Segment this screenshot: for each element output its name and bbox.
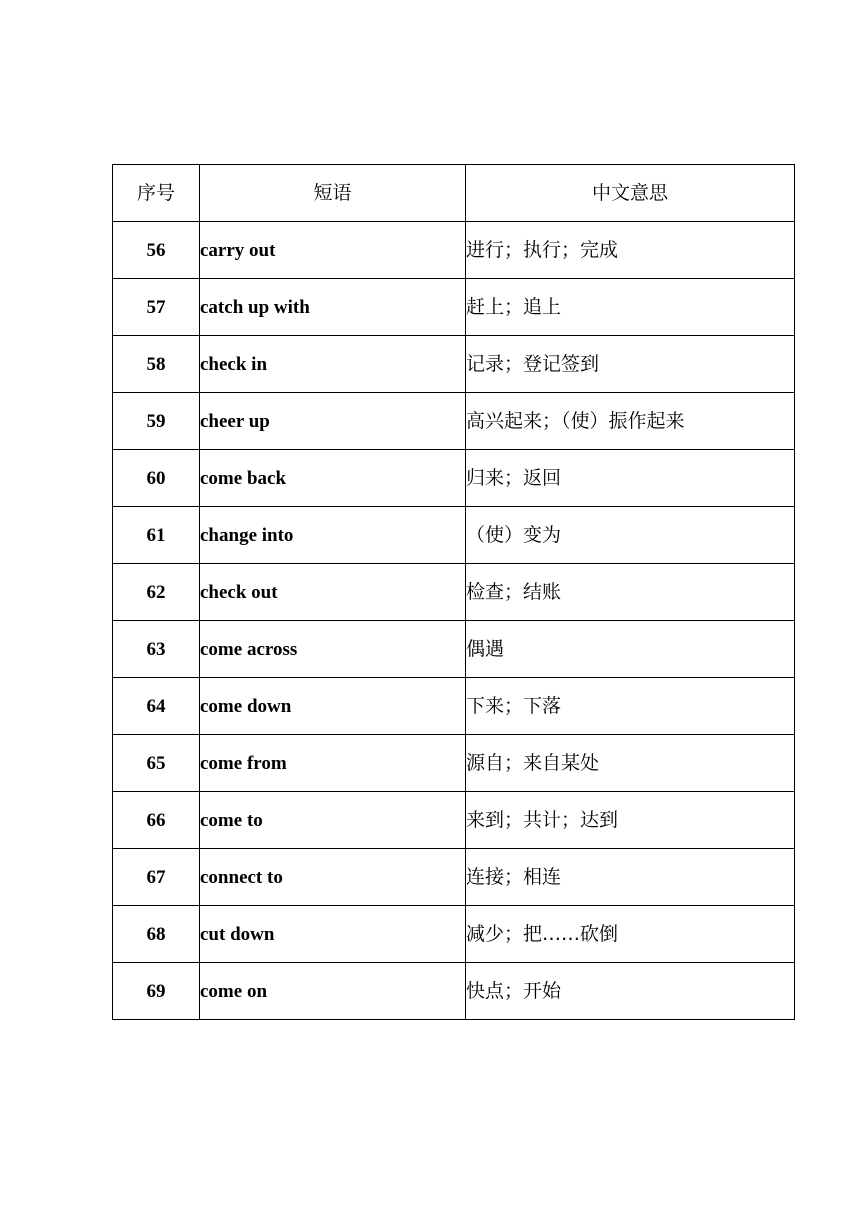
row-number: 67: [113, 849, 200, 906]
row-phrase: come from: [200, 735, 466, 792]
phrase-table: [112, 164, 795, 1020]
row-phrase: cut down: [200, 906, 466, 963]
header-meaning: 中文意思: [466, 165, 795, 222]
row-phrase: come to: [200, 792, 466, 849]
table-row: [113, 507, 795, 564]
row-meaning: 下来；下落: [466, 678, 795, 735]
table-row: [113, 450, 795, 507]
row-number: 69: [113, 963, 200, 1020]
row-phrase: come back: [200, 450, 466, 507]
header-phrase: 短语: [200, 165, 466, 222]
row-number: 63: [113, 621, 200, 678]
table-header-row: [113, 165, 795, 222]
row-meaning: 高兴起来；（使）振作起来: [466, 393, 795, 450]
table-row: [113, 336, 795, 393]
row-phrase: check out: [200, 564, 466, 621]
row-meaning: 进行；执行；完成: [466, 222, 795, 279]
row-number: 64: [113, 678, 200, 735]
row-phrase: catch up with: [200, 279, 466, 336]
row-phrase: check in: [200, 336, 466, 393]
row-number: 58: [113, 336, 200, 393]
row-number: 68: [113, 906, 200, 963]
row-number: 57: [113, 279, 200, 336]
row-phrase: cheer up: [200, 393, 466, 450]
row-meaning: 归来；返回: [466, 450, 795, 507]
header-number: 序号: [113, 165, 200, 222]
row-number: 62: [113, 564, 200, 621]
row-phrase: connect to: [200, 849, 466, 906]
row-phrase: come down: [200, 678, 466, 735]
row-number: 66: [113, 792, 200, 849]
row-meaning: 赶上；追上: [466, 279, 795, 336]
row-meaning: 偶遇: [466, 621, 795, 678]
row-number: 65: [113, 735, 200, 792]
table-row: [113, 222, 795, 279]
table-row: [113, 735, 795, 792]
row-phrase: come across: [200, 621, 466, 678]
row-number: 60: [113, 450, 200, 507]
row-number: 56: [113, 222, 200, 279]
row-number: 59: [113, 393, 200, 450]
row-meaning: 检查；结账: [466, 564, 795, 621]
row-phrase: change into: [200, 507, 466, 564]
row-meaning: 源自；来自某处: [466, 735, 795, 792]
row-meaning: 减少；把……砍倒: [466, 906, 795, 963]
row-meaning: 来到；共计；达到: [466, 792, 795, 849]
table-row: [113, 678, 795, 735]
row-meaning: （使）变为: [466, 507, 795, 564]
row-meaning: 快点；开始: [466, 963, 795, 1020]
row-meaning: 记录；登记签到: [466, 336, 795, 393]
row-phrase: carry out: [200, 222, 466, 279]
table-row: [113, 393, 795, 450]
table-row: [113, 963, 795, 1020]
table-row: [113, 849, 795, 906]
table-row: [113, 279, 795, 336]
row-meaning: 连接；相连: [466, 849, 795, 906]
row-phrase: come on: [200, 963, 466, 1020]
table-row: [113, 564, 795, 621]
table-row: [113, 792, 795, 849]
table-row: [113, 621, 795, 678]
table-row: [113, 906, 795, 963]
row-number: 61: [113, 507, 200, 564]
